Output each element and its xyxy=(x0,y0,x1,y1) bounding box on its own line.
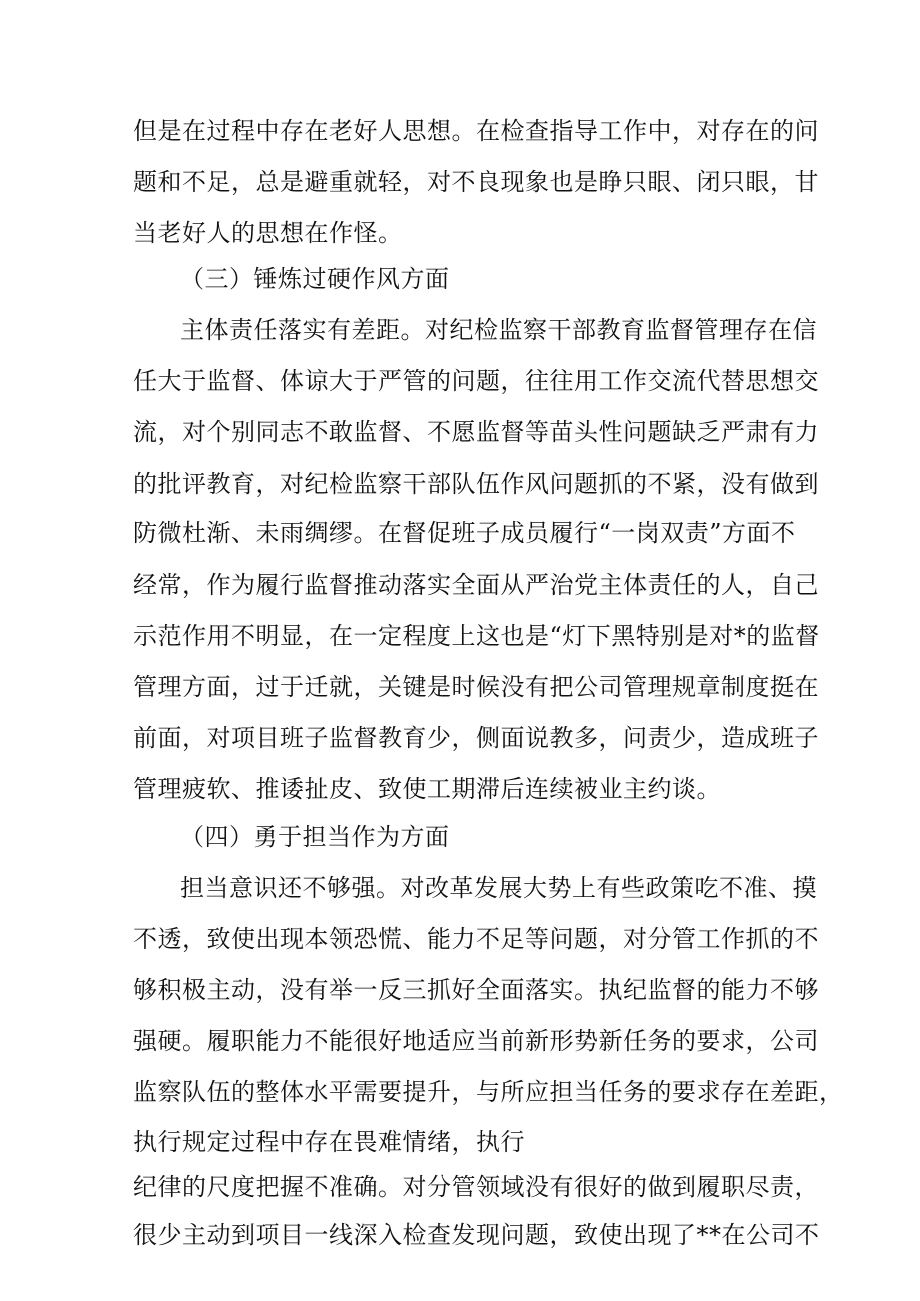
paragraph-line: 执行规定过程中存在畏难情绪，执行 xyxy=(133,1128,525,1156)
paragraph-line: 任大于监督、体谅大于严管的问题，往往用工作交流代替思想交 xyxy=(133,367,819,395)
paragraph-line: 够积极主动，没有举一反三抓好全面落实。执纪监督的能力不够 xyxy=(133,976,819,1004)
paragraph-line: 纪律的尺度把握不准确。对分管领域没有很好的做到履职尽责， xyxy=(133,1173,819,1201)
paragraph-line: 前面，对项目班子监督教育少，侧面说教多，问责少，造成班子 xyxy=(133,724,819,752)
section-heading-four: （四）勇于担当作为方面 xyxy=(180,823,450,851)
paragraph-line: 强硬。履职能力不能很好地适应当前新形势新任务的要求，公司 xyxy=(133,1027,819,1055)
paragraph-line: 很少主动到项目一线深入检查发现问题，致使出现了**在公司不 xyxy=(133,1221,820,1249)
section-heading-three: （三）锤炼过硬作风方面 xyxy=(180,265,450,293)
paragraph-line: 担当意识还不够强。对改革发展大势上有些政策吃不准、摸 xyxy=(180,874,817,902)
paragraph-line: 监察队伍的整体水平需要提升，与所应担当任务的要求存在差距， xyxy=(133,1078,844,1106)
paragraph-line: 不透，致使出现本领恐慌、能力不足等问题，对分管工作抓的不 xyxy=(133,925,819,953)
paragraph-line: 管理方面，过于迁就，关键是时候没有把公司管理规章制度挺在 xyxy=(133,673,819,701)
paragraph-line: 防微杜渐、未雨绸缪。在督促班子成员履行“一岗双责”方面不 xyxy=(133,519,796,547)
paragraph-line: 流，对个别同志不敢监督、不愿监督等苗头性问题缺乏严肃有力 xyxy=(133,418,819,446)
paragraph-line: 的批评教育，对纪检监察干部队伍作风问题抓的不紧，没有做到 xyxy=(133,470,819,498)
paragraph-line: 主体责任落实有差距。对纪检监察干部教育监督管理存在信 xyxy=(180,316,817,344)
paragraph-line: 题和不足，总是避重就轻，对不良现象也是睁只眼、闭只眼，甘 xyxy=(133,168,819,196)
paragraph-line: 示范作用不明显，在一定程度上这也是“灯下黑特别是对*的监督 xyxy=(133,622,820,650)
paragraph-line: 管理疲软、推诿扯皮、致使工期滞后连续被业主约谈。 xyxy=(133,775,721,803)
paragraph-line: 但是在过程中存在老好人思想。在检查指导工作中，对存在的问 xyxy=(133,117,819,145)
paragraph-line: 当老好人的思想在作怪。 xyxy=(133,219,403,247)
paragraph-line: 经常，作为履行监督推动落实全面从严治党主体责任的人，自己 xyxy=(133,571,819,599)
